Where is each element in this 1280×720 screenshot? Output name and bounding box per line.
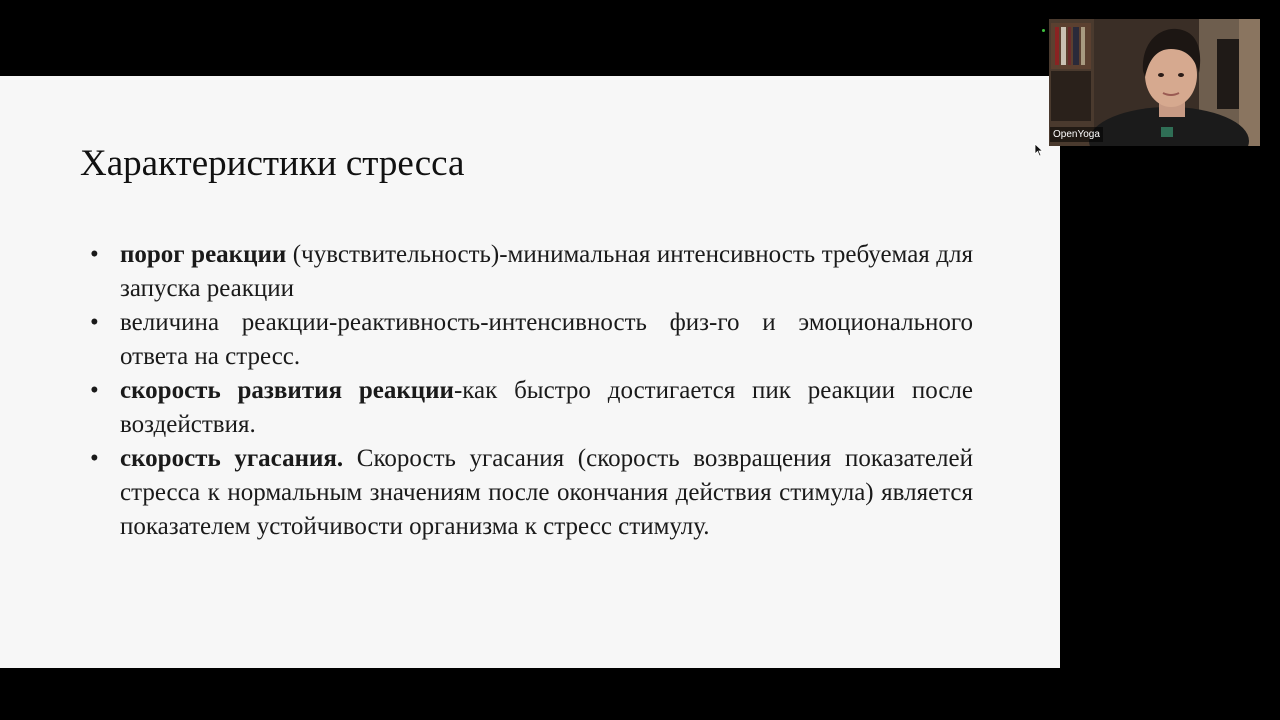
bullet-item — [90, 306, 973, 374]
bullet-mark: • — [90, 445, 99, 472]
bullet-mark: • — [90, 377, 99, 404]
status-dot-icon — [1042, 29, 1045, 32]
bullet-term: скорость угасания. — [120, 445, 344, 472]
bullet-text: (чувствительность)-минимальная интенсивность требуемая для запуска реакции — [120, 241, 974, 302]
bullet-text: величина реакции-реактивность-интенсивность физ-го и эмоционального ответа на стресс. — [120, 309, 973, 370]
presentation-slide — [0, 76, 1060, 668]
slide-title: Характеристики стресса — [80, 143, 465, 184]
bullet-list — [90, 238, 973, 544]
bullet-mark: • — [90, 309, 99, 336]
participant-video-tile[interactable] — [1049, 19, 1260, 146]
bullet-mark: • — [90, 241, 99, 268]
bullet-text: Скорость угасания (скорость возвращения показателей стресса к нормальным значениям после окончания действия стимула) является показателем устойчивости организма к стресс стимулу. — [120, 445, 973, 540]
participant-name-label: OpenYoga — [1050, 127, 1103, 142]
bullet-item — [90, 442, 973, 544]
bullet-text: -как быстро достигается пик реакции после воздействия. — [120, 377, 973, 438]
bullet-item — [90, 374, 973, 442]
bullet-item — [90, 238, 973, 306]
bullet-term: скорость развития реакции — [120, 377, 454, 404]
mouse-pointer-icon — [1034, 143, 1044, 157]
bullet-term: порог реакции — [120, 241, 287, 268]
